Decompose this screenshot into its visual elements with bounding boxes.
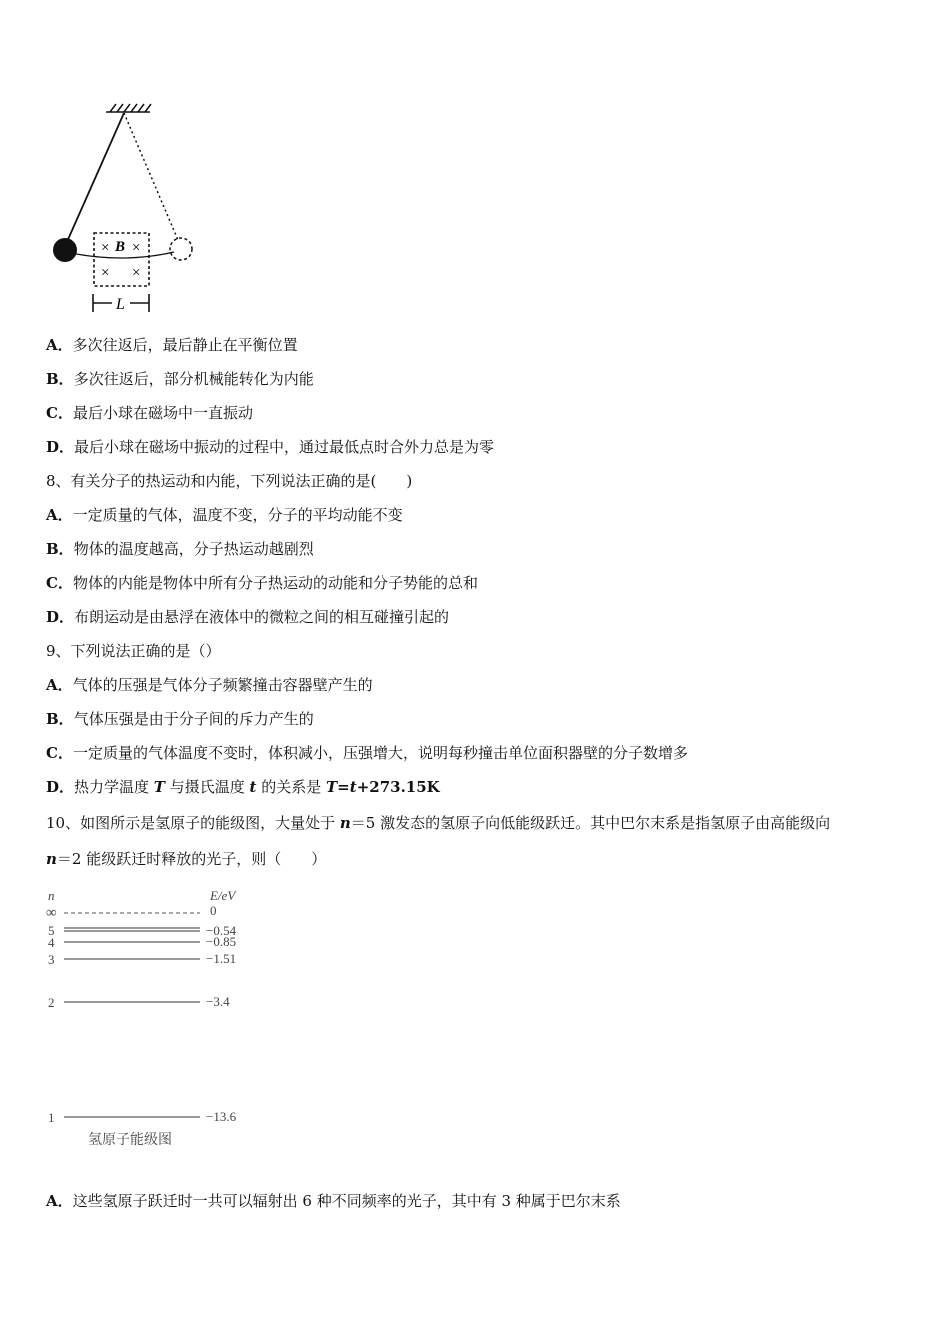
question-8-stem: 8、有关分子的热运动和内能，下列说法正确的是( ) [46, 472, 413, 490]
n-axis-header: n [48, 888, 55, 903]
level-n-label: 1 [48, 1110, 55, 1125]
level-energy-label: −3.4 [206, 994, 230, 1009]
temperature-formula: T=t+273.15K [326, 778, 440, 796]
option-b: B．气体压强是由于分子间的斥力产生的 [46, 710, 314, 728]
option-a: A．多次往返后，最后静止在平衡位置 [46, 336, 298, 354]
option-b: B．物体的温度越高，分子热运动越剧烈 [46, 540, 314, 558]
field-label: B [115, 239, 126, 255]
level-energy-label: −0.85 [206, 934, 237, 949]
field-cross: × [101, 240, 110, 256]
pendulum-dotted-string [124, 113, 178, 240]
option-a: A．一定质量的气体，温度不变，分子的平均动能不变 [46, 506, 403, 524]
option-c: C．物体的内能是物体中所有分子热运动的动能和分子势能的总和 [46, 574, 478, 592]
energy-axis-header: E/eV [210, 888, 236, 903]
level-energy-label: −1.51 [206, 951, 237, 966]
width-label: L [116, 296, 125, 313]
option-b: B．多次往返后，部分机械能转化为内能 [46, 370, 314, 388]
level-energy-label: 0 [210, 903, 217, 918]
field-cross: × [132, 265, 141, 281]
option-a: A．这些氢原子跃迁时一共可以辐射出 6 种不同频率的光子，其中有 3 种属于巴尔末系 [46, 1192, 621, 1210]
level-energy-label: −13.6 [206, 1109, 237, 1124]
option-d: D．布朗运动是由悬浮在液体中的微粒之间的相互碰撞引起的 [46, 608, 450, 626]
level-n-label: ∞ [46, 905, 57, 921]
level-energy-label: −0.54 [206, 923, 237, 938]
pendulum-figure [44, 96, 204, 318]
option-c: C．一定质量的气体温度不变时，体积减小，压强增大，说明每秒撞击单位面积器壁的分子数增多 [46, 744, 688, 762]
option-c: C．最后小球在磁场中一直振动 [46, 404, 253, 422]
level-n-label: 5 [48, 923, 55, 938]
option-d: D．热力学温度 T 与摄氏温度 t 的关系是 T=t+273.15K [46, 778, 440, 796]
diagram-caption: 氢原子能级图 [88, 1133, 172, 1148]
question-10-stem-line2: n＝2 能级跃迁时释放的光子，则（ ） [46, 850, 327, 868]
pendulum-string [66, 113, 124, 244]
question-10-stem-line1: 10、如图所示是氢原子的能级图，大量处于 n＝5 激发态的氢原子向低能级跃迁。其中巴尔末系是指氢原子由高能级向 [46, 814, 831, 832]
ceiling-support [106, 104, 151, 112]
field-cross: × [132, 240, 141, 256]
option-a: A．气体的压强是气体分子频繁撞击容器壁产生的 [46, 676, 373, 694]
pendulum-ball-ghost [170, 238, 192, 260]
energy-level-diagram [40, 884, 270, 1154]
option-d: D．最后小球在磁场中振动的过程中，通过最低点时合外力总是为零 [46, 438, 495, 456]
level-n-label: 4 [48, 935, 55, 950]
level-n-label: 2 [48, 995, 55, 1010]
pendulum-ball [53, 238, 77, 262]
field-cross: × [101, 265, 110, 281]
level-n-label: 3 [48, 952, 55, 967]
question-9-stem: 9、下列说法正确的是（） [46, 642, 221, 660]
